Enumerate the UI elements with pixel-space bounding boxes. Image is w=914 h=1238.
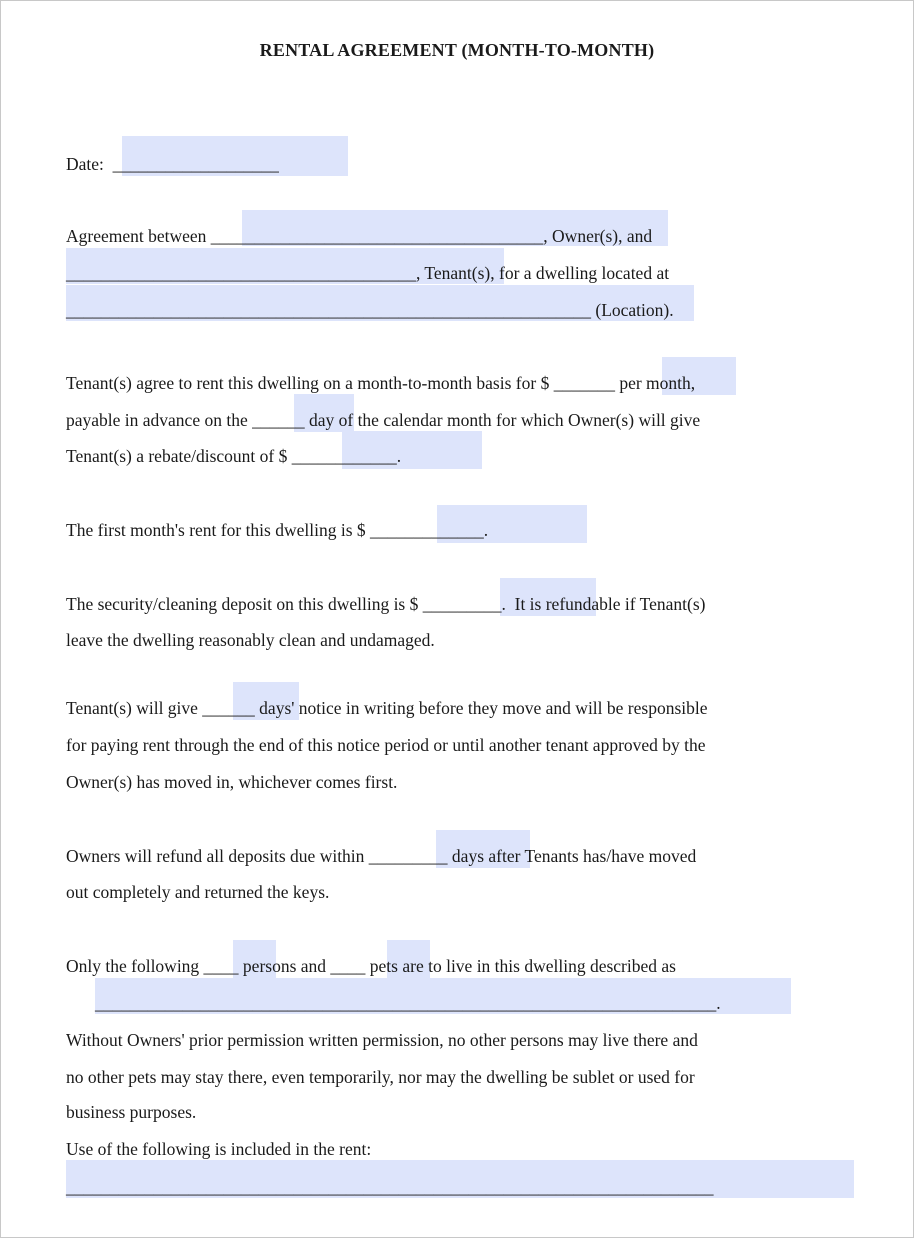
notice-line-3: Owner(s) has moved in, whichever comes first. <box>66 772 398 792</box>
refund-line-1: Owners will refund all deposits due within _________ days after Tenants has/have moved <box>66 846 697 866</box>
occupants-line-5: business purposes. <box>66 1102 197 1122</box>
occupants-line-6: Use of the following is included in the rent: <box>66 1139 372 1159</box>
occupants-line-3: Without Owners' prior permission written permission, no other persons may live there and <box>66 1030 698 1050</box>
occupants-line-2: _______________________________________________________________________. <box>95 993 721 1013</box>
deposit-line-2: leave the dwelling reasonably clean and undamaged. <box>66 630 435 650</box>
document-title: RENTAL AGREEMENT (MONTH-TO-MONTH) <box>259 40 655 60</box>
agreement-line-3: ____________________________________________________________ (Location). <box>66 300 674 320</box>
refund-line-2: out completely and returned the keys. <box>66 882 330 902</box>
occupants-line-7: __________________________________________________________________________ <box>66 1177 714 1197</box>
rent-line-2: payable in advance on the ______ day of the calendar month for which Owner(s) will give <box>66 410 701 430</box>
deposit-line-1: The security/cleaning deposit on this dwelling is $ _________. It is refundable if Tenant(s) <box>66 594 706 614</box>
date-line: Date: ___________________ <box>66 154 279 174</box>
agreement-line-1: Agreement between ______________________________________, Owner(s), and <box>66 226 653 246</box>
first-month-line: The first month's rent for this dwelling is $ _____________. <box>66 520 489 540</box>
notice-line-2: for paying rent through the end of this notice period or until another tenant approved by the <box>66 735 706 755</box>
agreement-line-2: ________________________________________, Tenant(s), for a dwelling located at <box>66 263 670 283</box>
rent-line-1: Tenant(s) agree to rent this dwelling on a month-to-month basis for $ _______ per month, <box>66 373 696 393</box>
notice-line-1: Tenant(s) will give ______ days' notice in writing before they move and will be responsible <box>66 698 708 718</box>
occupants-line-1: Only the following ____ persons and ____ pets are to live in this dwelling described as <box>66 956 676 976</box>
occupants-line-4: no other pets may stay there, even temporarily, nor may the dwelling be sublet or used for <box>66 1067 695 1087</box>
rent-line-3: Tenant(s) a rebate/discount of $ ____________. <box>66 446 402 466</box>
